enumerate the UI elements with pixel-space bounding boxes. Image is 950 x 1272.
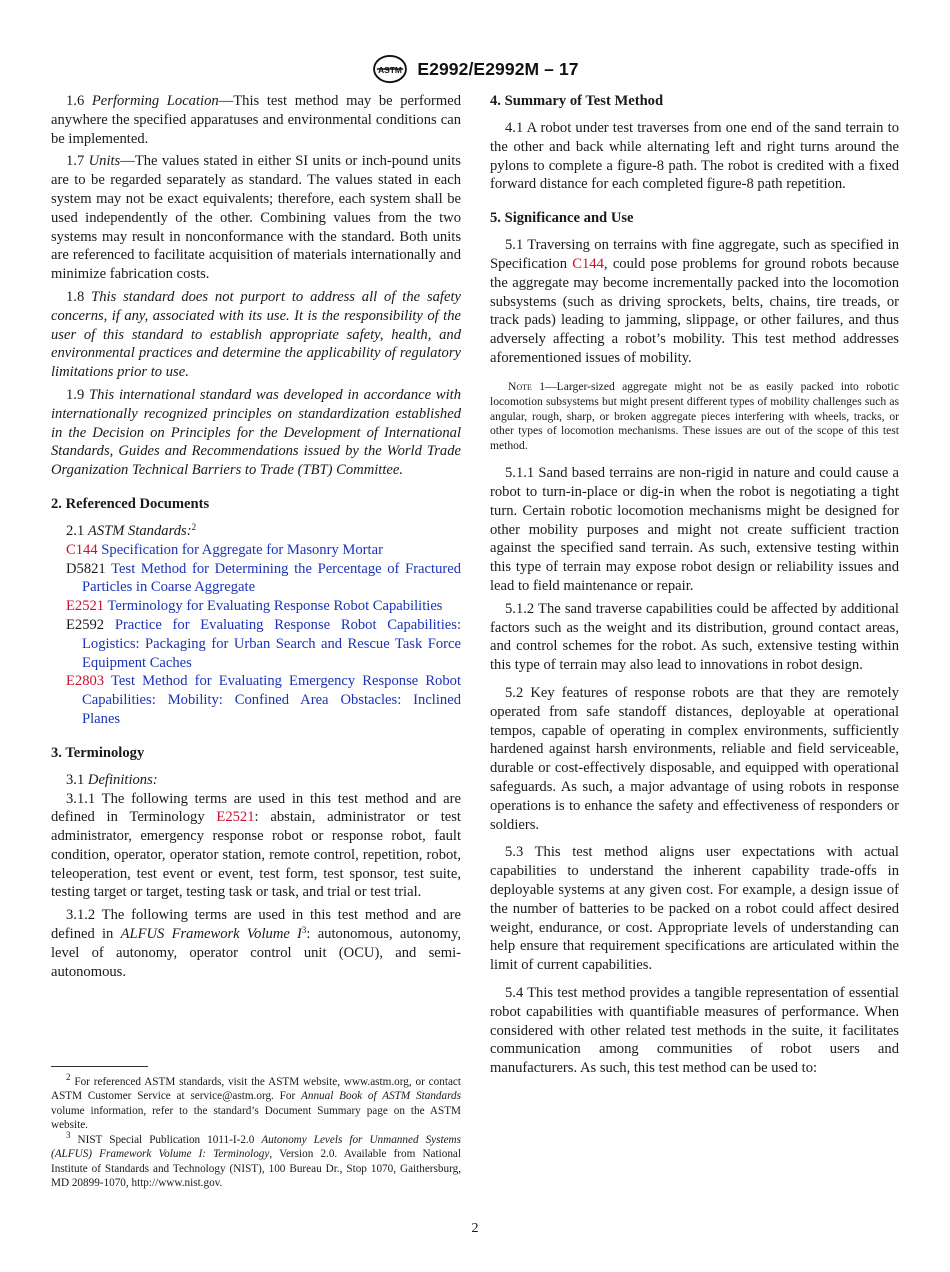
footnote-rule: [51, 1066, 148, 1067]
subsection-3-1: 3.1 Definitions:: [66, 771, 158, 788]
section-5-title: 5. Significance and Use: [490, 210, 634, 227]
paragraph-4-1: 4.1 A robot under test traverses from one end of the sand terrain to the other and back while alternating left and right turns around the pylons to complete a figure-8 path. The robot is credited with a fixed forward distance for each completed figure-8 path repetition.: [490, 120, 899, 193]
link-c144[interactable]: C144: [572, 255, 604, 272]
reference-d5821[interactable]: D5821 Test Method for Determining the Percentage of Fractured Particles in Coarse Aggregate: [66, 560, 461, 596]
svg-text:ASTM: ASTM: [378, 64, 403, 75]
document-id: E2992/E2992M – 17: [417, 58, 579, 79]
reference-c144[interactable]: C144 Specification for Aggregate for Masonry Mortar: [66, 541, 383, 558]
paragraph-1-8: 1.8 This standard does not purport to address all of the safety concerns, if any, associated with its use. It is the responsibility of the user of this standard to establish appropriate safety, health, and environmental practices and determine the applicability of regulatory limitations prior to use.: [51, 288, 461, 381]
paragraph-5-4: 5.4 This test method provides a tangible representation of essential robot capabilities with quantifiable measures of performance. When considered with other related test methods in the suite, it facilitates communication among communities of robot users and manufacturers. As such, this test method can be used to:: [490, 985, 899, 1077]
paragraph-5-2: 5.2 Key features of response robots are that they are remotely operated from safe standoff distances, deployable at operational tempos, capable of operating in complex environments, sufficiently hardened against harsh environments, reliable and field serviceable, durable or cost-effectively disposable, and equipped with operational safeguards. As such, a major advantage of using robots in response operations is to enhance the safety and effectiveness of responders or soldiers.: [490, 685, 899, 833]
paragraph-3-1-1: 3.1.1 The following terms are used in this test method and are defined in Terminology E2521: abstain, administrator or test administrator, emergency response robot or response robot, fault condition, operator, operator station, remote control, repetition, robot, teleoperation, test event or event, test form, test sponsor, test suite, testing target or target, testing task or task, and trial or test trial.: [51, 790, 461, 901]
paragraph-1-6: 1.6 Performing Location—This test method may be performed anywhere the specified apparatuses and environmental conditions can be implemented.: [51, 93, 461, 147]
reference-e2592[interactable]: E2592 Practice for Evaluating Response Robot Capabilities: Logistics: Packaging for Urban Search and Rescue Task Force Equipment Caches: [66, 616, 461, 671]
left-column: [51, 92, 461, 981]
link-e2521[interactable]: E2521: [216, 809, 255, 826]
footnote-3: $^3$ NIST Special Publication 1011-I-2.0 Autonomy Levels for Unmanned Systems (ALFUS) Framework Volume I: Terminology, Version 2.0. Available from National Institute of Standards and Technology (NIST), 100 Bureau Dr., Stop 1070, Gaithersburg, MD 20899-1070, http://www.nist.gov.: [51, 1130, 461, 1189]
astm-logo-icon: [371, 54, 409, 84]
paragraph-3-1-2: 3.1.2 The following terms are used in this test method and are defined in ALFUS Framework Volume $I^3$: autonomous, autonomy, level of autonomy, operator control unit (OCU), and semi-autonomous.: [51, 907, 461, 980]
page-number: 2: [471, 1221, 479, 1236]
paragraph-5-1: 5.1 Traversing on terrains with fine aggregate, such as specified in Specification C144, could pose problems for ground robots because the aggregate may become incrementally packed into the locomotion subsystems (such as driving sprockets, belts, chains, tire treads, or track pads) leading to jamming, slippage, or other failures, and thus adversely affecting a robot’s mobility. This test method addresses aforementioned issues of mobility.: [490, 237, 899, 366]
right-column: [490, 92, 899, 1078]
paragraph-1-7: 1.7 Units—The values stated in either SI units or inch-pound units are to be regarded separately as standard. The values stated in each system may not be exact equivalents; therefore, each system shall be used independently of the other. Combining values from the two systems may result in nonconformance with the standard. Both units are referenced to facilitate acquisition of materials internationally and minimize fabrication costs.: [51, 153, 461, 283]
section-2-title: 2. Referenced Documents: [51, 495, 210, 512]
paragraph-5-1-1: 5.1.1 Sand based terrains are non-rigid in nature and could cause a robot to turn-in-place or dig-in when the robot is negotiating a tight turn. Certain robotic locomotion mechanisms might be designed for other mobility purposes and might not create sufficient traction against the specified sand terrain. As such, extensive testing within this type of terrain may expose robot design or reliability issues and lead to field maintenance or repair.: [490, 465, 899, 595]
reference-e2803[interactable]: E2803 Test Method for Evaluating Emergency Response Robot Capabilities: Mobility: Confined Area Obstacles: Inclined Planes: [66, 673, 461, 727]
section-3-title: 3. Terminology: [51, 744, 145, 761]
footnote-2: $^2$ For referenced ASTM standards, visit the ASTM website, www.astm.org, or contact ASTM Customer Service at service@astm.org. For Annual Book of ASTM Standards volume information, refer to the standard’s Document Summary page on the ASTM website.: [51, 1072, 461, 1131]
reference-e2521[interactable]: E2521 Terminology for Evaluating Response Robot Capabilities: [66, 598, 443, 615]
note-1: Note 1—Larger-sized aggregate might not be as easily packed into robotic locomotion subsystems but might present different types of mobility challenges such as angular, rough, sharp, or broken aggregate pieces interfering with wheels, tracks, or other types of locomotion mechanisms. These issues are out of the scope of this test method.: [490, 379, 899, 453]
section-4-title: 4. Summary of Test Method: [490, 93, 664, 109]
paragraph-5-3: 5.3 This test method aligns user expectations with actual capabilities to understand the inherent capability trade-offs in deployable systems at any given cost. For example, a design issue of the number of batteries to be packed on a robot could affect desired weight, endurance, or cost. Appropriate levels of understanding can help ensure that requirement specifications are articulated within the limit of current capabilities.: [490, 844, 899, 974]
page-header: [0, 52, 950, 86]
paragraph-1-9: 1.9 This international standard was developed in accordance with internationally recognized principles on standardization established in the Decision on Principles for the Development of International Standards, Guides and Recommendations issued by the World Trade Organization Technical Barriers to Trade (TBT) Committee.: [51, 386, 462, 479]
subsection-2-1: 2.1 ASTM Standards:$^2$: [66, 521, 197, 539]
paragraph-5-1-2: 5.1.2 The sand traverse capabilities could be affected by additional factors such as the weight and its distribution, ground contact areas, and control schemes for the robot. As such, extensive testing within this type of terrain may also lead to innovations in robot design.: [490, 600, 899, 674]
